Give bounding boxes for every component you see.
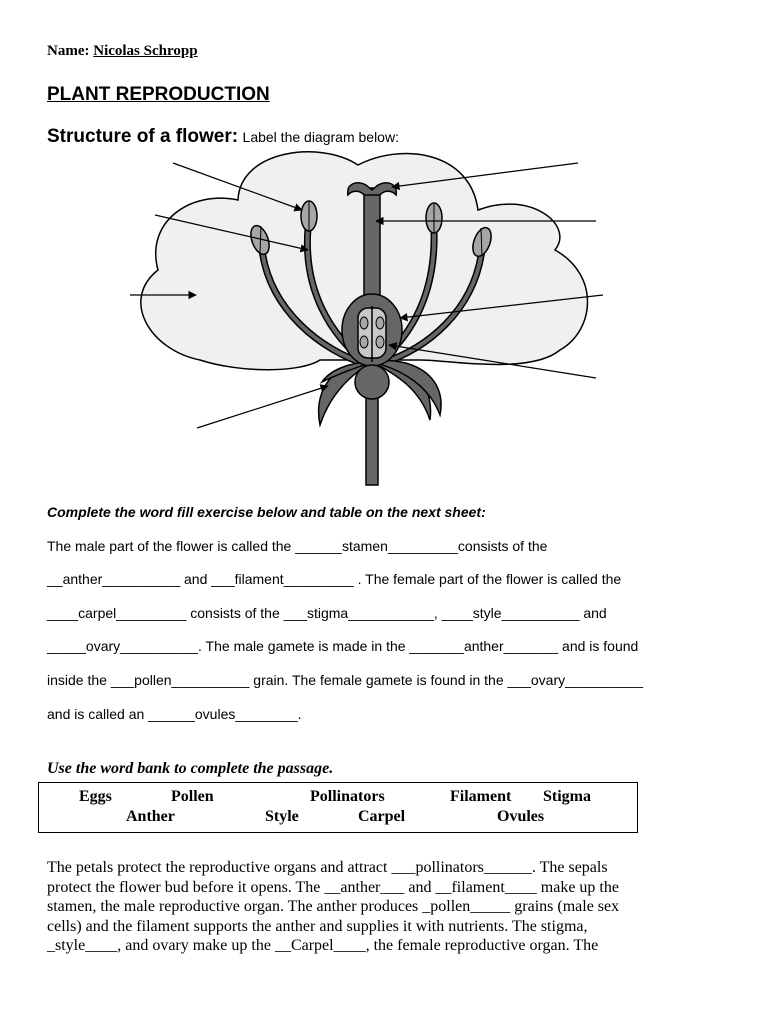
fill-line: and is called an ______ovules________.	[47, 706, 302, 722]
fill-line: _____ovary__________. The male gamete is made in the _______anther_______ and is found	[47, 638, 639, 654]
passage-line: cells) and the filament supports the anther and supplies it with nutrients. The stigma,	[47, 917, 588, 935]
flower-stem	[366, 395, 378, 485]
word-bank-item: Pollinators	[310, 788, 385, 805]
fill-instruction: Complete the word fill exercise below and table on the next sheet:	[47, 504, 486, 520]
name-line	[47, 43, 198, 60]
word-bank-item: Filament	[450, 788, 512, 805]
fill-line: inside the ___pollen__________ grain. The female gamete is found in the ___ovary__________	[47, 672, 643, 688]
fill-line: ____carpel_________ consists of the ___stigma___________, ____style__________ and	[47, 605, 607, 621]
word-bank-item: Style	[265, 808, 299, 825]
fill-line: The male part of the flower is called the ______stamen_________consists of the	[47, 538, 548, 554]
student-name: Nicolas Schropp	[93, 43, 198, 59]
name-label: Name:	[47, 43, 90, 59]
wordbank-instruction: Use the word bank to complete the passage.	[47, 760, 334, 777]
passage	[47, 858, 727, 956]
page-title: PLANT REPRODUCTION	[47, 84, 270, 105]
word-bank	[38, 782, 638, 833]
word-bank-item: Eggs	[79, 788, 112, 805]
fill-line: __anther__________ and ___filament_________ . The female part of the flower is called the	[47, 571, 622, 587]
passage-line: protect the flower bud before it opens. The __anther___ and __filament____ make up the	[47, 878, 619, 896]
section-heading	[47, 126, 399, 148]
passage-line: _style____, and ovary make up the __Carpel____, the female reproductive organ. The	[47, 937, 599, 955]
passage-line: The petals protect the reproductive organs and attract ___pollinators______. The sepals	[47, 859, 608, 876]
passage-line: stamen, the male reproductive organ. The anther produces _pollen_____ grains (male sex	[47, 898, 620, 916]
word-bank-item: Ovules	[497, 808, 545, 825]
style	[364, 188, 380, 308]
word-bank-item: Anther	[126, 808, 175, 825]
structure-heading: Structure of a flower:	[47, 126, 239, 147]
word-bank-item: Carpel	[358, 808, 406, 825]
word-bank-item: Pollen	[171, 788, 214, 805]
receptacle	[355, 365, 389, 399]
word-bank-item: Stigma	[543, 788, 591, 805]
flower-diagram	[0, 150, 768, 490]
structure-instruction: Label the diagram below:	[242, 129, 399, 145]
